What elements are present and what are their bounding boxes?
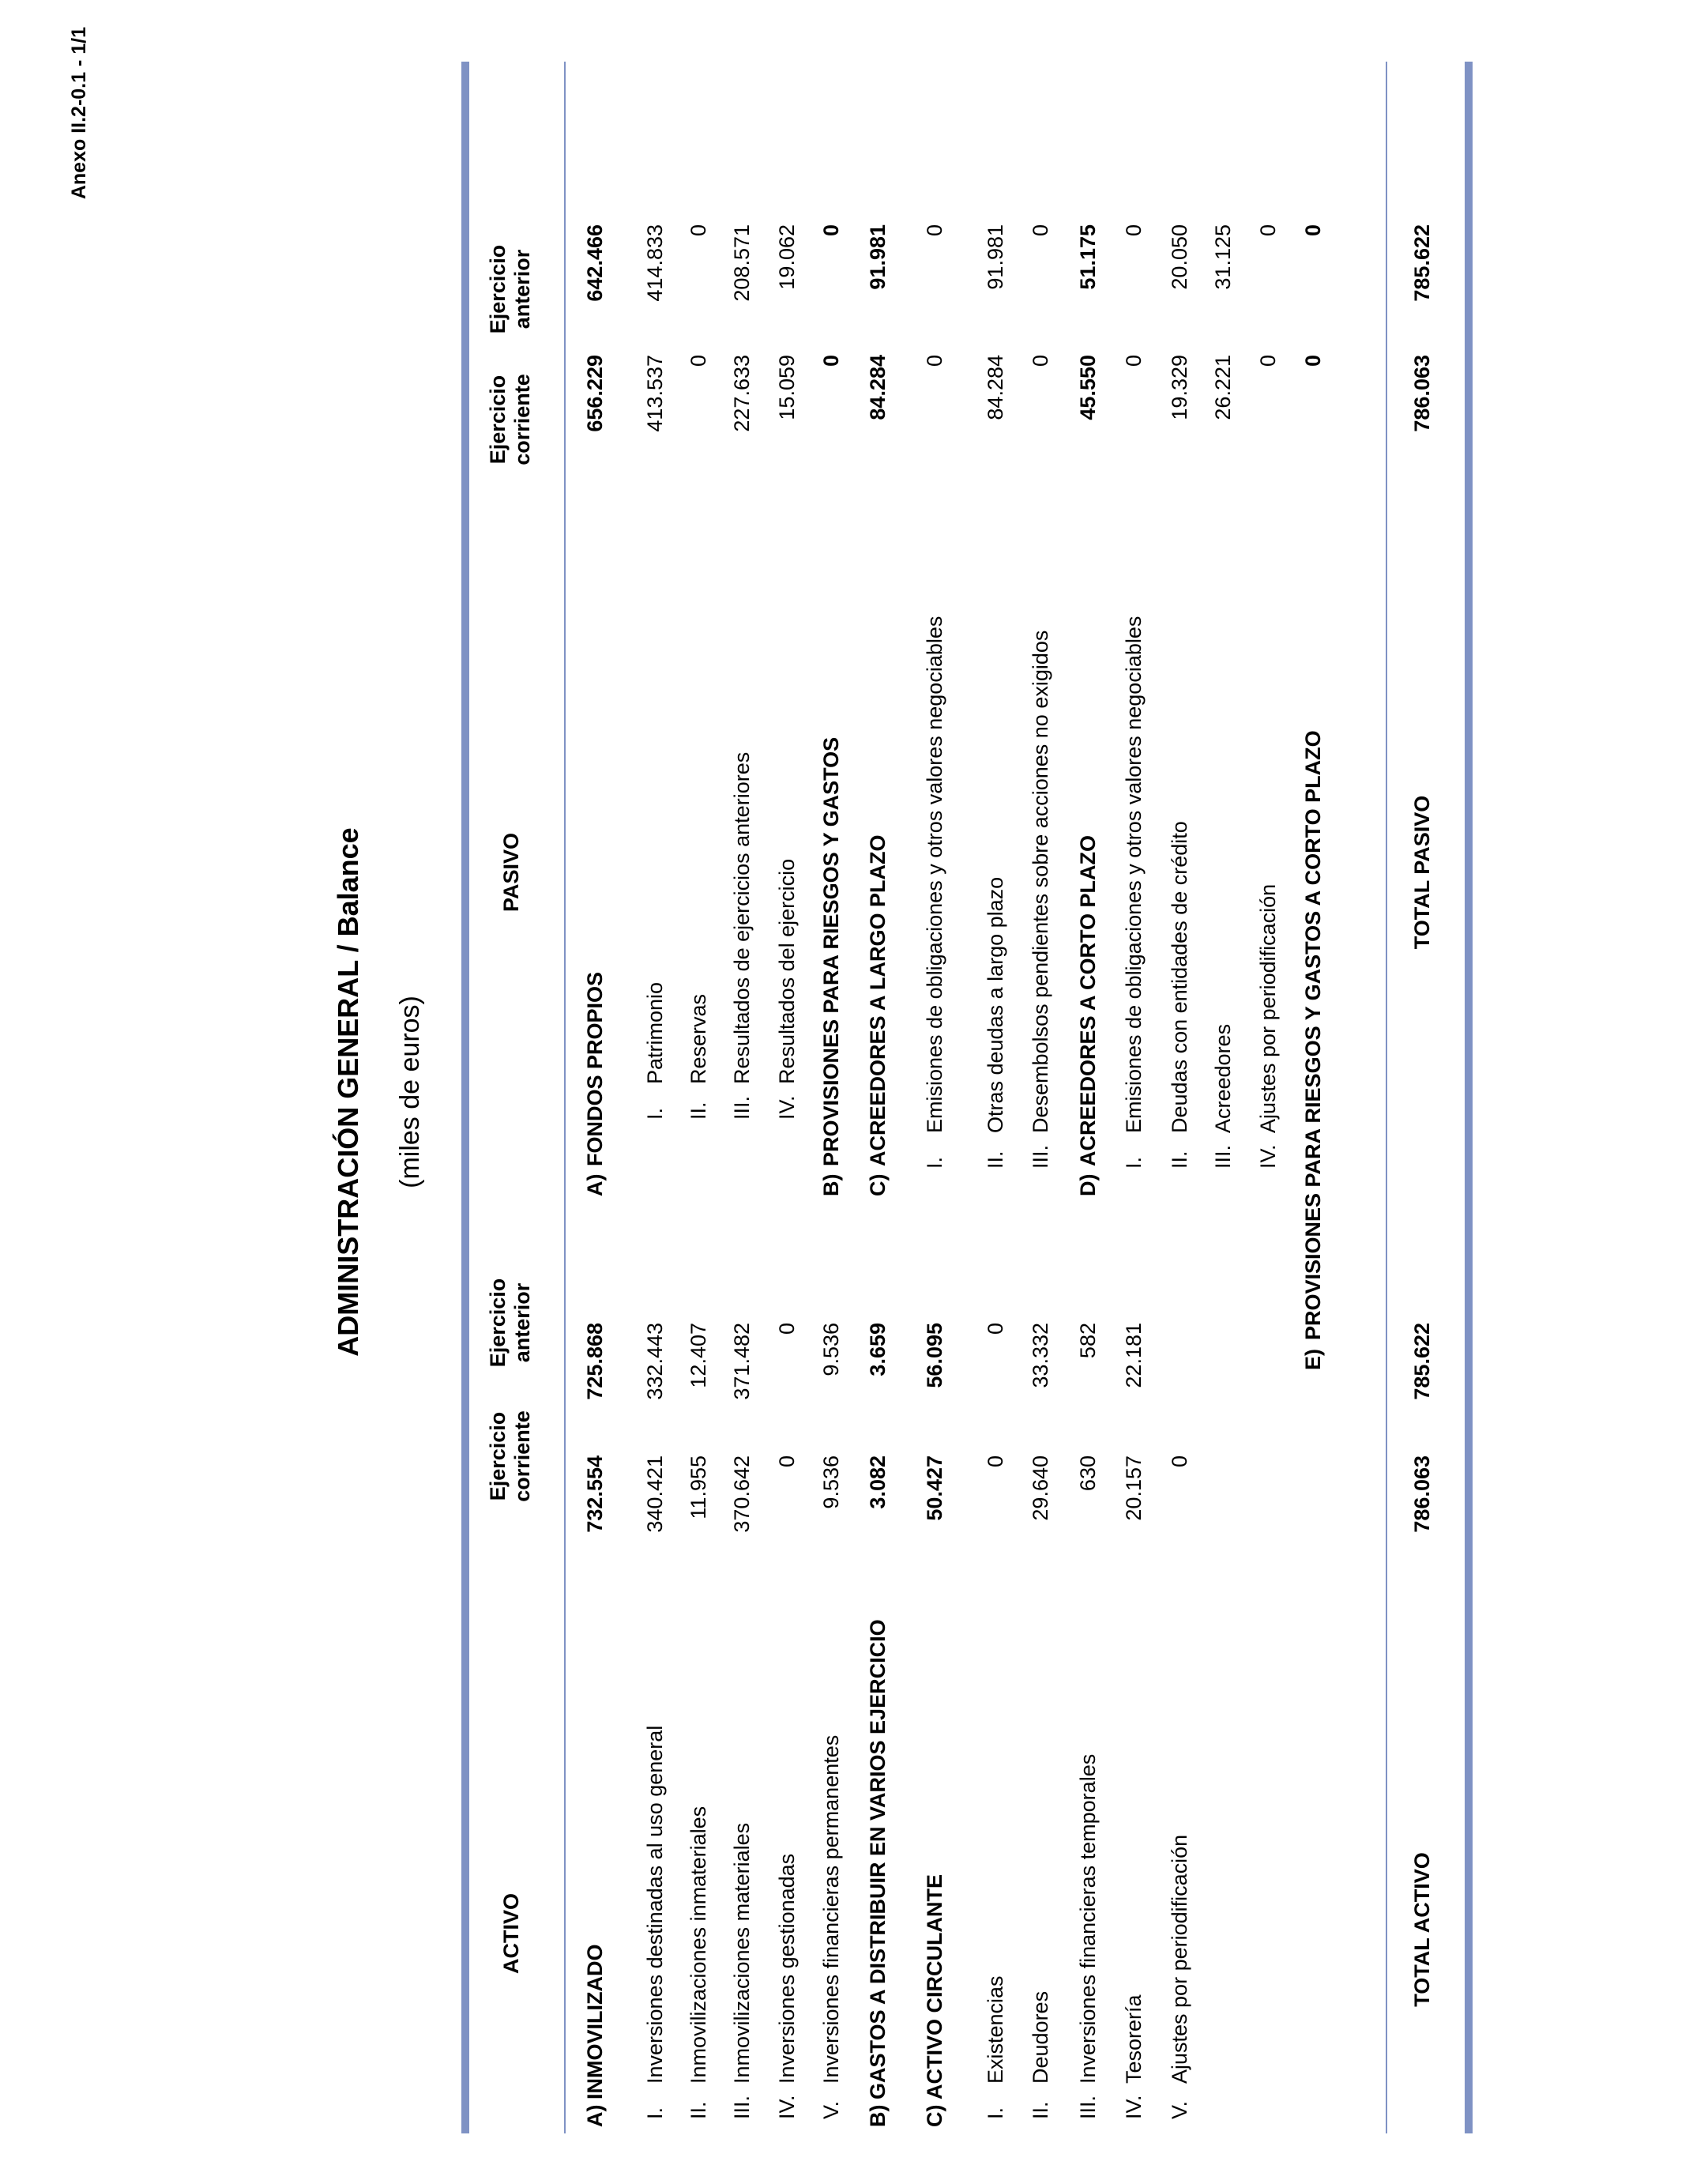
table-row: I. Patrimonio 413.537 414.833 — [643, 224, 667, 1120]
table-row: III. Inmovilizaciones materiales 370.642 371.482 — [730, 1323, 754, 2119]
table-row: III. Desembolsos pendientes sobre acciones no exigidos 0 0 — [1029, 224, 1052, 1169]
pasivo-header: PASIVO — [499, 832, 523, 913]
table-row: II. Reservas 0 0 — [687, 224, 710, 1120]
page-title: ADMINISTRACIÓN GENERAL / Balance — [332, 827, 364, 1357]
table-row: D) ACREEDORES A CORTO PLAZO 45.550 51.175 — [1076, 224, 1100, 1196]
table-bottom-rule — [1465, 62, 1473, 2133]
table-row: A) INMOVILIZADO 732.554 725.868 — [583, 1323, 607, 2127]
total-activo-corriente: 786.063 — [1410, 1455, 1434, 1533]
table-row: V. Inversiones financieras permanentes 9.536 9.536 — [819, 1323, 843, 2119]
table-row: I. Inversiones destinadas al uso general 340.421 332.443 — [643, 1323, 667, 2119]
table-row: B) PROVISIONES PARA RIESGOS Y GASTOS 0 0 — [819, 224, 843, 1196]
table-row: C) ACTIVO CIRCULANTE 50.427 56.095 — [923, 1323, 946, 2127]
table-row: III. Acreedores 26.221 31.125 — [1211, 224, 1235, 1169]
page-subtitle: (miles de euros) — [395, 996, 425, 1188]
total-pasivo-label: TOTAL PASIVO — [1410, 795, 1434, 950]
total-top-rule — [1386, 62, 1387, 2133]
table-row: A) FONDOS PROPIOS 656.229 642.466 — [583, 224, 607, 1196]
activo-corriente-header: Ejercicio corriente — [486, 1410, 534, 1502]
table-row: II. Deudores 29.640 33.332 — [1029, 1323, 1052, 2119]
total-activo-anterior: 785.622 — [1410, 1323, 1434, 1400]
table-row: B) GASTOS A DISTRIBUIR EN VARIOS EJERCICIO 3.082 3.659 — [866, 1323, 890, 2127]
header-rule — [564, 62, 566, 2133]
activo-anterior-header: Ejercicio anterior — [486, 1278, 534, 1368]
table-row: IV. Tesorería 20.157 22.181 — [1122, 1323, 1146, 2119]
table-row: II. Deudas con entidades de crédito 19.329 20.050 — [1168, 224, 1191, 1169]
annex-reference: Anexo II.2-0.1 - 1/1 — [68, 27, 90, 200]
table-row: IV. Inversiones gestionadas 0 0 — [775, 1323, 799, 2119]
table-row: I. Emisiones de obligaciones y otros valores negociables 0 0 — [1122, 224, 1146, 1169]
table-row: III. Inversiones financieras temporales 630 582 — [1076, 1323, 1100, 2119]
pasivo-corriente-header: Ejercicio corriente — [486, 374, 534, 465]
activo-header: ACTIVO — [499, 1893, 523, 1975]
table-row: C) ACREEDORES A LARGO PLAZO 84.284 91.981 — [866, 224, 890, 1196]
table-row: E) PROVISIONES PARA RIESGOS Y GASTOS A CORTO PLAZO 0 0 — [1301, 224, 1325, 1370]
table-row: IV. Resultados del ejercicio 15.059 19.062 — [775, 224, 799, 1120]
table-row: I. Existencias 0 0 — [984, 1323, 1007, 2119]
table-row: IV. Ajustes por periodificación 0 0 — [1256, 224, 1280, 1169]
total-activo-label: TOTAL ACTIVO — [1410, 1852, 1434, 2007]
table-top-rule — [461, 62, 469, 2133]
pasivo-anterior-header: Ejercicio anterior — [486, 244, 534, 334]
table-row: I. Emisiones de obligaciones y otros valores negociables 0 0 — [923, 224, 946, 1169]
total-pasivo-anterior: 785.622 — [1410, 224, 1434, 302]
total-pasivo-corriente: 786.063 — [1410, 355, 1434, 432]
table-row: III. Resultados de ejercicios anteriores 227.633 208.571 — [730, 224, 754, 1120]
table-row: II. Inmovilizaciones inmateriales 11.955 12.407 — [687, 1323, 710, 2119]
table-row: V. Ajustes por periodificación 0 — [1168, 1455, 1191, 2119]
table-row: II. Otras deudas a largo plazo 84.284 91.981 — [984, 224, 1007, 1169]
